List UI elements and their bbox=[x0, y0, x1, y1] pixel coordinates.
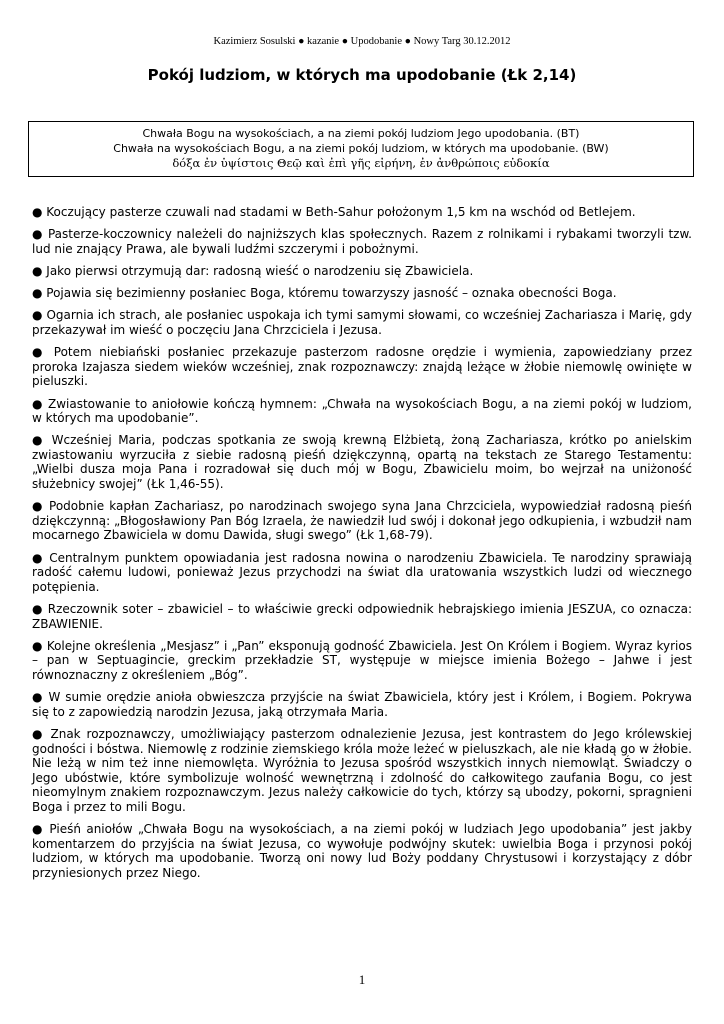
paragraph: ● Ogarnia ich strach, ale posłaniec uspokaja ich tymi samymi słowami, co wcześniej Zachariasza i Marię, gdy przekazywał im wieść o poczęciu Jana Chrzciciela i Jezusa. bbox=[32, 308, 692, 337]
paragraph: ● Koczujący pasterze czuwali nad stadami w Beth-Sahur położonym 1,5 km na wschód od Betlejem. bbox=[32, 205, 636, 219]
paragraph: ● Centralnym punktem opowiadania jest radosna nowina o narodzeniu Zbawiciela. Te narodziny sprawiają radość całemu ludowi, ponieważ Jezus przychodzi na świat dla uratowania wszystkich ludzi od wiecznego potępienia. bbox=[32, 550, 692, 594]
verse-greek: δόξα ἐν ὑψίστοις Θεῷ καὶ ἐπὶ γῆς εἰρήνη, ἐν ἀνθρώποις εὐδοκία bbox=[172, 156, 550, 170]
paragraph: ● Wcześniej Maria, podczas spotkania ze swoją krewną Elżbietą, żoną Zachariasza, krótko po anielskim zwiastowaniu wyrzuciła z siebie radosną pieśń dziękczynną, opartą na tekstach ze Starego Testamentu: „Wielbi dusza moja Pana i rozradował się duch mój w Bogu, Zbawicielu moim, bo wejrzał na uniżoność służebnicy swojej” (Łk 1,46-55). bbox=[32, 433, 692, 492]
paragraph: ● Podobnie kapłan Zachariasz, po narodzinach swojego syna Jana Chrzciciela, wypowiedział radosną pieśń dziękczynną: „Błogosławiony Pan Bóg Izraela, że nawiedził lud swój i dokonał jego odkupienia, i wzbudził nam mocarnego Zbawiciela w domu Dawida, sługi swego” (Łk 1,68-79). bbox=[32, 499, 692, 543]
verse-bt: Chwała Bogu na wysokościach, a na ziemi pokój ludziom Jego upodobania. (BT) bbox=[142, 127, 580, 140]
paragraph: ● Potem niebiański posłaniec przekazuje pasterzom radosne orędzie i wymienia, zapowiedziany przez proroka Izajasza siedem wieków wcześniej, znak rozpoznawczy: znajdą leżące w żłobie niemowlę owinięte w pieluszki. bbox=[32, 345, 692, 389]
verse-quote-box bbox=[28, 121, 694, 177]
paragraph: ● Rzeczownik soter – zbawiciel – to właściwie grecki odpowiednik hebrajskiego imienia JESZUA, co oznacza: ZBAWIENIE. bbox=[32, 602, 692, 631]
page-number: 1 bbox=[358, 972, 366, 987]
paragraph: ● Jako pierwsi otrzymują dar: radosną wieść o narodzeniu się Zbawiciela. bbox=[32, 263, 474, 278]
paragraph: ● Kolejne określenia „Mesjasz” i „Pan” eksponują godność Zbawiciela. Jest On Królem i Bogiem. Wyraz kyrios – pan w Septuagincie, greckim przekładzie ST, występuje w miejsce imienia Bożego – Jahwe i jest równoznaczny z określeniem „Bóg”. bbox=[32, 638, 692, 682]
sermon-body bbox=[32, 205, 692, 888]
page-header: Kazimierz Sosulski ● kazanie ● Upodobanie ● Nowy Targ 30.12.2012 bbox=[213, 36, 511, 47]
paragraph: ● W sumie orędzie anioła obwieszcza przyjście na świat Zbawiciela, który jest i Królem, i Bogiem. Pokrywa się to z zapowiedzią narodzin Jezusa, jaką otrzymała Maria. bbox=[32, 690, 692, 719]
paragraph: ● Pojawia się bezimienny posłaniec Boga, któremu towarzyszy jasność – oznaka obecności Boga. bbox=[32, 286, 617, 301]
page-title: Pokój ludziom, w których ma upodobanie (Łk 2,14) bbox=[147, 66, 577, 84]
verse-bw: Chwała na wysokościach Bogu, a na ziemi pokój ludziom, w których ma upodobanie. (BW) bbox=[113, 142, 609, 155]
paragraph: ● Pasterze-koczownicy należeli do najniższych klas społecznych. Razem z rolnikami i rybakami tworzyli tzw. lud nie znający Prawa, ale bywali ludźmi szczerymi i pobożnymi. bbox=[32, 227, 692, 256]
paragraph: ● Pieśń aniołów „Chwała Bogu na wysokościach, a na ziemi pokój w ludziach Jego upodobania” jest jakby komentarzem do przyjścia na świat Jezusa, co wywołuje podwójny skutek: uwielbia Boga i przynosi pokój ludziom, w których ma upodobanie. Tworzą oni nowy lud Boży poddany Chrystusowi i korzystający z dóbr przyniesionych przez Niego. bbox=[32, 822, 692, 880]
paragraph: ● Zwiastowanie to aniołowie kończą hymnem: „Chwała na wysokościach Bogu, a na ziemi pokój w ludziom, w których ma upodobanie”. bbox=[32, 396, 692, 426]
paragraph: ● Znak rozpoznawczy, umożliwiający pasterzom odnalezienie Jezusa, jest kontrastem do Jego królewskiej godności i bóstwa. Niemowlę z rodzinie ziemskiego króla może leżeć w pieluszkach, ale nie kładą go w żłobie. Nie leżą w nim też inne niemowlęta. Wyróżnia to Jezusa spośród wszystkich innych niemowląt. Świadczy o Jego ubóstwie, które symbolizuje wolność wewnętrzną i zdolność do całkowitego zaufania Bogu, co jest nieomylnym znakiem rozpoznawczym. Jezus należy całkowicie do tych, którzy są ubodzy, pokorni, spragnieni Boga i przez to mili Bogu. bbox=[32, 726, 692, 814]
